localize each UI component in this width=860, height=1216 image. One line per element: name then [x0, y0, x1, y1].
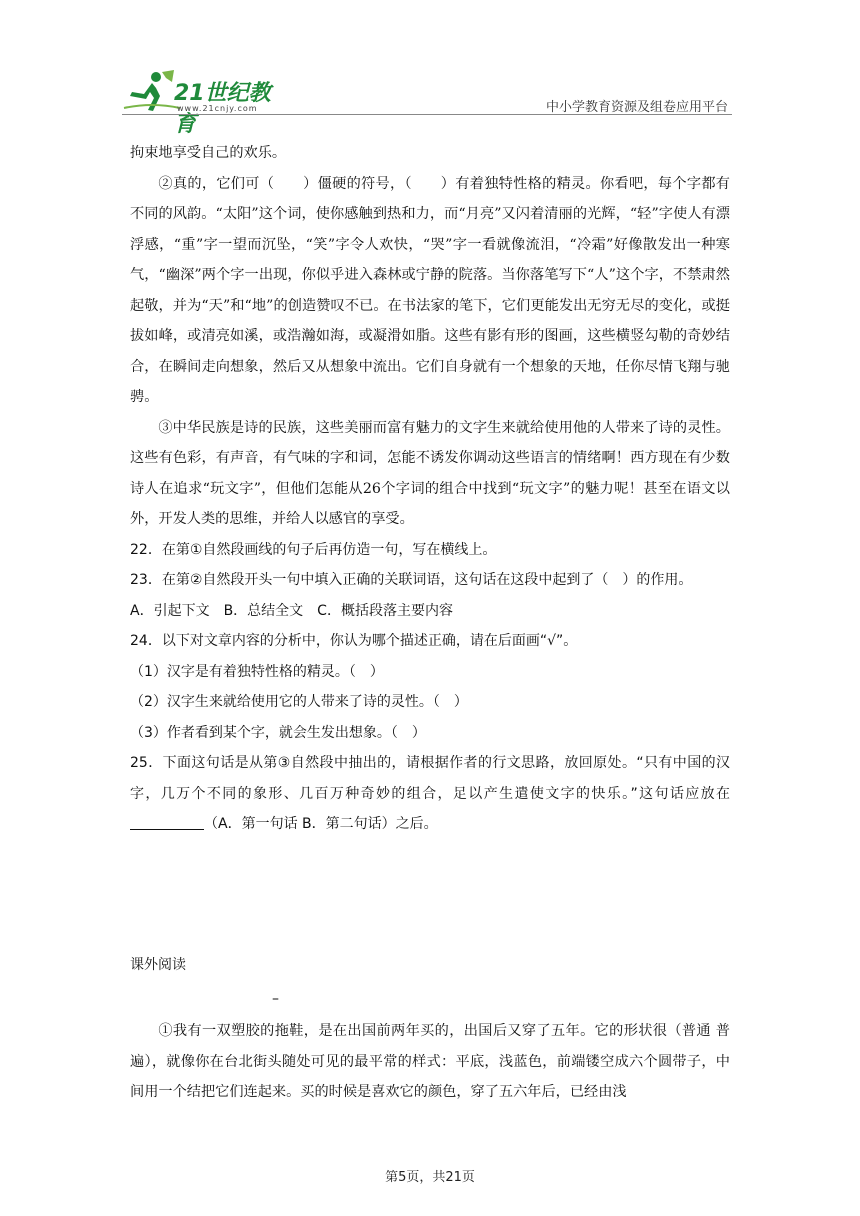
logo-url: www.21cnjy.com: [177, 104, 258, 113]
question-25: [130, 748, 730, 840]
question-23-options: A．引起下文 B．总结全文 C．概括段落主要内容: [130, 602, 453, 619]
reading-passage: [130, 138, 730, 840]
page-header: [122, 66, 732, 137]
question-25-options: （A．第一句话 B．第二句话）之后。: [204, 816, 438, 832]
site-logo: [122, 66, 292, 137]
section-title: 课外阅读: [130, 957, 186, 973]
passage-line: 拘束地享受自己的欢乐。: [130, 145, 287, 161]
logo-text: 21世纪教育: [174, 81, 271, 137]
platform-name: 中小学教育资源及组卷应用平台: [545, 100, 728, 115]
question-23: 23．在第②自然段开头一句中填入正确的关联词语，这句话在这段中起到了（ ）的作用。: [130, 572, 693, 588]
reading-passage-2: [130, 1016, 730, 1108]
passage2-paragraph-1: ①我有一双塑胶的拖鞋，是在出国前两年买的，出国后又穿了五年。它的形状很（普通 普遍），就像你在台北街头随处可见的最平常的样式：平底，浅蓝色，前端镂空成六个圆带子，中间用一个结把它们连起来。买的时候是喜欢它的颜色，穿了五六年后，已经由浅: [130, 1023, 730, 1100]
question-24-item-1: （1）汉字是有着独特性格的精灵。（ ）: [130, 663, 384, 680]
runner-icon: [122, 68, 182, 114]
header-divider: [122, 114, 732, 115]
paragraph-2: ②真的，它们可（ ）僵硬的符号，（ ）有着独特性格的精灵。你看吧，每个字都有不同的风韵。“太阳”这个词，使你感触到热和力，而“月亮”又闪着清丽的光辉，“轻”字使人有漂浮感，“重”字一望而沉坠，“笑”字令人欢快，“哭”字一看就像流泪，“冷霜”好像散发出一种寒气，“幽深”两个字一出现，你似乎进入森林或宁静的院落。当你落笔写下“人”这个字，不禁肃然起敬，并为“天”和“地”的创造赞叹不已。在书法家的笔下，它们更能发出无穷无尽的变化，或挺拔如峰，或清亮如溪，或浩瀚如海，或凝滑如脂。这些有影有形的图画，这些横竖勾勒的奇妙结合，在瞬间走向想象，然后又从想象中流出。它们自身就有一个想象的天地，任你尽情飞翔与驰骋。: [130, 175, 730, 405]
page-number: 第5页，共21页: [385, 1170, 475, 1185]
question-24-item-2: （2）汉字生来就给使用它的人带来了诗的灵性。（ ）: [130, 694, 468, 710]
question-22: 22．在第①自然段画线的句子后再仿造一句，写在横线上。: [130, 541, 497, 558]
paragraph-3: ③中华民族是诗的民族，这些美丽而富有魅力的文字生来就给使用他的人带来了诗的灵性。这些有色彩，有声音，有气味的字和词，怎能不诱发你调动这些语言的情绪啊！西方现在有少数诗人在追求“玩文字”，但他们怎能从26个字词的组合中找到“玩文字”的魅力呢！甚至在语文以外，开发人类的思维，并给人以感官的享受。: [130, 419, 730, 527]
answer-blank[interactable]: [130, 815, 204, 830]
question-24-item-3: （3）作者看到某个字，就会生发出想象。（ ）: [130, 724, 426, 741]
question-24: 24．以下对文章内容的分析中，你认为哪个描述正确，请在后面画“√”。: [130, 633, 578, 649]
question-25-text: 25．下面这句话是从第③自然段中抽出的，请根据作者的行文思路，放回原处。“只有中国的汉字，几万个不同的象形、几百万种奇妙的组合，足以产生遣使文字的快乐。”这句话应放在: [130, 755, 730, 802]
title-placeholder-dash: –: [272, 991, 279, 1007]
